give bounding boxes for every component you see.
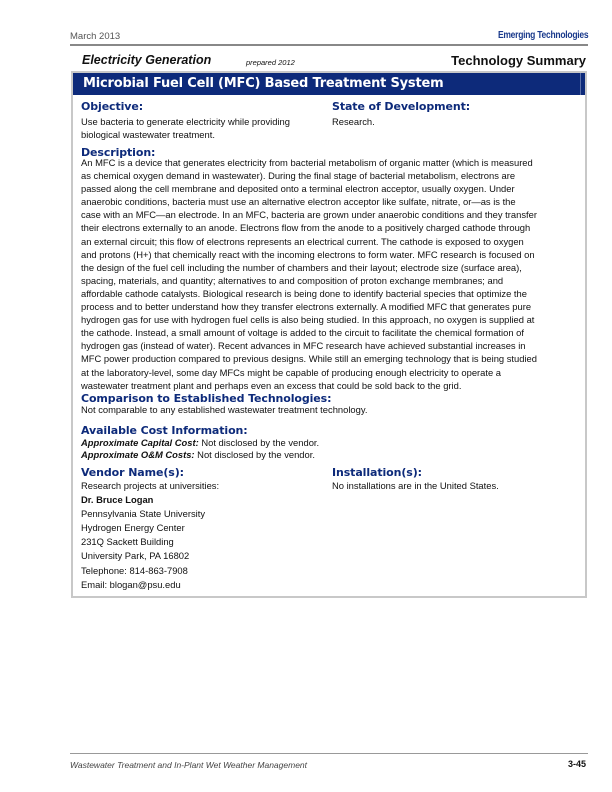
capital-cost-value: Not disclosed by the vendor. [198, 437, 320, 448]
description-line: an external circuit; this flow of electrons represents an electrical current. The cathode is exposed to oxygen [81, 235, 524, 247]
description-text [81, 156, 537, 392]
footer-rule [70, 753, 588, 754]
description-line: process and to better understand how they transfer electrons externally. A modified MFC that generates pure [81, 301, 532, 313]
description-line: as chemical oxygen demand in wastewater). During the final stage of bacterial metabolism, electrons are [81, 170, 516, 182]
vendor-line: Hydrogen Energy Center [81, 522, 185, 534]
description-line: hydrogen gas (instead of water). Recent advances in MFC research have achieved substantial increases in [81, 340, 526, 352]
line: Use bacteria to generate electricity while providing [81, 116, 290, 127]
doc-type: Technology Summary [451, 53, 586, 68]
header-section: Emerging Technologies [497, 30, 588, 41]
state-text: Research. [332, 116, 375, 127]
description-line: passed along the cell membrane and deposited onto a terminal electron acceptor, usually oxygen. Under [81, 183, 515, 195]
installations-text: No installations are in the United States. [332, 480, 499, 491]
vendor-line: University Park, PA 16802 [81, 550, 190, 562]
description-line: hydrogen gas for use with hydrogen fuel cells is also being studied. In this approach, no oxygen is supplied at [81, 314, 535, 326]
description-heading: Description: [81, 146, 156, 159]
prepared-date: prepared 2012 [246, 58, 295, 67]
vendor-name: Dr. Bruce Logan [81, 494, 154, 506]
description-line: case with an MFC—an electrode. In an MFC, bacteria are grown under anaerobic conditions and they transfer [81, 209, 537, 221]
footer-title: Wastewater Treatment and In-Plant Wet Weather Management [70, 760, 308, 770]
comparison-text: Not comparable to any established wastewater treatment technology. [81, 404, 368, 415]
vendor-line: Pennsylvania State University [81, 508, 206, 520]
description-line: their electrons externally to an anode. Electrons flow from the anode to a positively charged cathode through [81, 222, 531, 234]
vendor-heading: Vendor Name(s): [81, 466, 184, 479]
om-cost [81, 448, 315, 461]
vendor-line: 231Q Sackett Building [81, 536, 174, 548]
om-cost-label: Approximate O&M Costs: [81, 449, 195, 460]
description-line: spacing, materials, and quantity; alternatives to and composition of proton exchange membranes; and [81, 274, 504, 286]
description-line: An MFC is a device that generates electricity from bacterial metabolism of organic matter (which is measured [81, 157, 533, 168]
state-heading: State of Development: [332, 100, 471, 113]
header-date: March 2013 [70, 31, 121, 42]
description-line: wastewater treatment plant and perhaps even an excess that could be sold back to the grid. [81, 379, 462, 391]
description-line: affordable cathode catalysts. Biological research is being done to identify bacterial species that optimize the [81, 287, 527, 299]
cost-heading: Available Cost Information: [81, 424, 248, 437]
page-number: 3-45 [567, 759, 586, 769]
comparison-heading: Comparison to Established Technologies: [81, 392, 332, 405]
description-line: the design of the fuel cell including the number of chambers and their layout; electrode size (surface area), [81, 261, 522, 273]
description-line: and protons (H+) that chemically react with the incoming electrons to form water. MFC research is focused on [81, 248, 535, 260]
description-line: anaerobic conditions, bacteria must use an alternative electron acceptor like sulfate, nitrate, or—as is the [81, 196, 516, 208]
title-bar [73, 73, 585, 95]
objective-text [81, 115, 290, 141]
objective-heading: Objective: [81, 100, 144, 113]
description-line: MFC power production compared to previous designs. While still an emerging technology that is being studied [81, 353, 537, 365]
vendor-email: Email: blogan@psu.edu [81, 578, 181, 590]
page-title: Microbial Fuel Cell (MFC) Based Treatment System [83, 76, 444, 91]
installations-heading: Installation(s): [332, 466, 422, 479]
om-cost-value: Not disclosed by the vendor. [194, 449, 315, 460]
vendor-phone: Telephone: 814-863-7908 [81, 564, 188, 576]
title-bar-divider [580, 73, 581, 95]
line: biological wastewater treatment. [81, 129, 215, 141]
category: Electricity Generation [82, 53, 212, 67]
description-line: at the laboratory-level, some day MFCs might be capable of producing enough electricity to operate a [81, 366, 502, 378]
capital-cost-label: Approximate Capital Cost: [81, 437, 199, 448]
header-rule [70, 44, 588, 46]
vendor-info [81, 479, 219, 592]
description-line: the cathode. Instead, a small amount of voltage is added to the circuit to facilitate the chemical formation of [81, 327, 524, 339]
vendor-intro: Research projects at universities: [81, 480, 220, 491]
